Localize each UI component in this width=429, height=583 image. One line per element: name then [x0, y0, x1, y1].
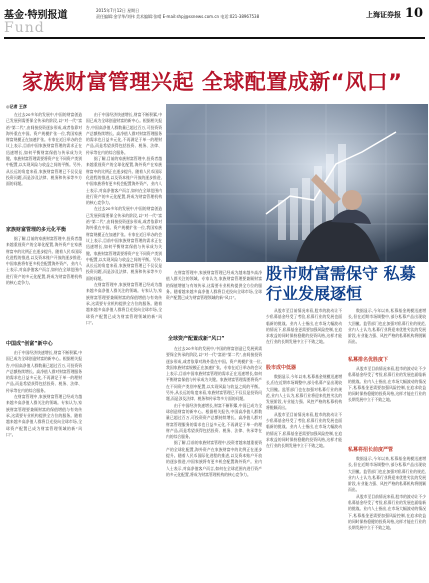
- sidebar-headline: 股市财富需保守 私募行业发展逐恒: [266, 264, 416, 303]
- article-column-3b: [166, 346, 262, 578]
- section-title: 基金·特别报道: [4, 10, 68, 21]
- article-column-1b: [6, 236, 82, 336]
- paragraph: 从股市至目前情况来看,股市的波动让不少私募基金经受了考验,私募行业的发展也面临新的挑战。业内人士指出,在市场大幅波动的情况下,私募基金更需要加强风险控制,在追求收益的同时保持稳健的投资风格,这样才能在行业的长期发展中立于不败之地。: [266, 308, 342, 345]
- sidebar-column-2: [348, 308, 426, 352]
- article-column-3: [166, 270, 262, 330]
- main-headline: 家族财富管理兴起 全球配置成新“风口”: [22, 70, 403, 94]
- subhead-1: 家族财富管理的多元化平衡: [6, 227, 67, 233]
- paragraph: 由于中国经济快速增长,财富不断积累,中国已成为全球创造财富的新中心。根据相关报告,中国高净值人群数量已超过百万,可投资资产总额持续增长。高净值人群对财富管理服务的需求也日益多元化,不再满足于单一的理财产品,而是希望获得包括投资、税务、法律、传承等在内的综合服务。: [6, 350, 82, 393]
- paragraph: 在财富管理中,家族财富管理已经成为越来越多高净值人群关注的领域。专家认为,家族财富管理要兼顾财富的保值增值与有效传承,这需要专业机构提供全方位的服务。随着越来越多高净值人群将目光投向全球市场,全球资产配置已成为财富管理领域的新“风口”。: [86, 282, 162, 325]
- paragraph: 数据显示,今年以来,私募基金规模迅速增长,但在近期市场调整中,部分私募产品出现较大回撤。监管部门也在加强对私募行业的规范,业内人士认为,私募行业将迎来优胜劣汰的发展阶段,专业能力强、风控严格的私募机构将脱颖而出。: [266, 374, 342, 411]
- paragraph: 在财富管理中,家族财富管理已经成为越来越多高净值人群关注的领域。专家认为,家族财富管理要兼顾财富的保值增值与有效传承,这需要专业机构提供全方位的服务。随着越来越多高净值人群将目光投向全球市场,全球资产配置已成为财富管理领域的新“风口”。: [6, 394, 82, 437]
- photo-graphic: [166, 104, 428, 262]
- section-subtitle: Fund: [4, 20, 45, 36]
- paragraph: 数据显示,今年以来,私募基金规模迅速增长,但在近期市场调整中,部分私募产品出现较大回撤。监管部门也在加强对私募行业的规范,业内人士认为,私募行业将迎来优胜劣汰的发展阶段,专业能力强、风控严格的私募机构将脱颖而出。: [348, 308, 426, 345]
- header-date: 2015年7月12日 星期日: [96, 8, 140, 13]
- paragraph: 在财富管理中,家族财富管理已经成为越来越多高净值人群关注的领域。专家认为,家族财富管理要兼顾财富的保值增值与有效传承,这需要专业机构提供全方位的服务。随着越来越多高净值人群将目光投向全球市场,全球资产配置已成为财富管理领域的新“风口”。: [166, 270, 262, 301]
- paragraph: 从股市至目前情况来看,股市的波动让不少私募基金经受了考验,私募行业的发展也面临新的挑战。业内人士指出,在市场大幅波动的情况下,私募基金更需要加强风险控制,在追求收益的同时保持稳健的投资风格,这样才能在行业的长期发展中立于不败之地。: [266, 411, 342, 449]
- paragraph: 数据显示,今年以来,私募基金规模迅速增长,但在近期市场调整中,部分私募产品出现较大回撤。监管部门也在加强对私募行业的规范,业内人士认为,私募行业将迎来优胜劣汰的发展阶段,专业能力强、风控严格的私募机构将脱颖而出。: [348, 456, 426, 493]
- sidebar-column-1: [266, 308, 342, 360]
- paragraph: 在过去20多年的发展中,中国的财富创造已发展到需要保全传承的阶段,以“对一代”富裕“第二代”,由间接投资逐步形成,或者依靠对海外重在中国。资产规模扩张一位,我国家族财富规模正在加速扩张。专家在近日举办的会议上表示,目前中国家族财富管理的需求正在迅速增长,如何平衡财富保值与传承成为关键。家族财富管理需要将资产在不同资产类别中配置,以实现风险与收益之间的平衡。另外,从长远的角度来看,家族财富管理已不仅仅是投资问题,而是涉及法律、税务和传承等多方面的问题。: [6, 112, 82, 187]
- sidebar-column-2b: [348, 366, 426, 442]
- paragraph: 在过去20多年的发展中,中国的财富创造已发展到需要保全传承的阶段,以“对一代”富裕“第二代”,由间接投资逐步形成,或者依靠对海外重在中国。资产规模扩张一位,我国家族财富规模正在加速扩张。专家在近日举办的会议上表示,目前中国家族财富管理的需求正在迅速增长,如何平衡财富保值与传承成为关键。家族财富管理需要将资产在不同资产类别中配置,以实现风险与收益之间的平衡。另外,从长远的角度来看,家族财富管理已不仅仅是投资问题,而是涉及法律、税务和传承等多方面的问题。: [86, 206, 162, 281]
- subhead-3: 全球资产配置成新“风口”: [168, 336, 225, 342]
- paragraph: 由于中国经济快速增长,财富不断积累,中国已成为全球创造财富的新中心。根据相关报告,中国高净值人群数量已超过百万,可投资资产总额持续增长。高净值人群对财富管理服务的需求也日益多元化,不再满足于单一的理财产品,而是希望获得包括投资、税务、法律、传承等在内的综合服务。: [166, 402, 262, 440]
- paragraph: 据了解,目前的家族财富管理中,投资者越来越重视资产的全球化配置,海外资产在家族财富中的比例正在逐步提升。随着人民币国际化进程的推进,以及资本账户开放的逐步推进,中国家族将有更多机会配置海外资产。业内人士表示,对高净值客户而言,如何在全球范围内进行资产的多元化配置,将成为财富管理机构的核心竞争力。: [166, 440, 262, 477]
- article-column-1c: [6, 350, 82, 578]
- header-rule: [4, 37, 425, 39]
- sidebar-column-2c: [348, 456, 426, 578]
- sidebar-subhead-1: 股市成中低器: [266, 365, 297, 371]
- sidebar-subhead-3: 私募将招长前度严管: [348, 447, 394, 453]
- header-info: [96, 8, 326, 20]
- sidebar-subhead-2: 私募排名优胜度下: [348, 357, 389, 363]
- article-column-2: [86, 112, 162, 578]
- article-column-1: [6, 112, 82, 222]
- byline: ◎记者 王彦: [6, 104, 27, 109]
- paragraph: 据了解,目前的家族财富管理中,投资者越来越重视资产的全球化配置,海外资产在家族财富中的比例正在逐步提升。随着人民币国际化进程的推进,以及资本账户开放的逐步推进,中国家族将有更多机会配置海外资产。业内人士表示,对高净值客户而言,如何在全球范围内进行资产的多元化配置,将成为财富管理机构的核心竞争力。: [86, 156, 162, 206]
- paragraph: 从股市至目前情况来看,股市的波动让不少私募基金经受了考验,私募行业的发展也面临新的挑战。业内人士指出,在市场大幅波动的情况下,私募基金更需要加强风险控制,在追求收益的同时保持稳健的投资风格,这样才能在行业的长期发展中立于不败之地。: [348, 366, 426, 403]
- page-number: 10: [404, 6, 423, 21]
- paragraph: 由于中国经济快速增长,财富不断积累,中国已成为全球创造财富的新中心。根据相关报告,中国高净值人群数量已超过百万,可投资资产总额持续增长。高净值人群对财富管理服务的需求也日益多元化,不再满足于单一的理财产品,而是希望获得包括投资、税务、法律、传承等在内的综合服务。: [86, 112, 162, 155]
- header-editors: 责任编辑:金学华/刘伟 美术编辑:张晴 E-mail:shpj@ssnews.com.cn 电话:021-38967538: [96, 14, 260, 19]
- newspaper-brand: 上海证券报: [366, 10, 401, 19]
- page-header: [0, 0, 429, 44]
- article-photo: [166, 104, 428, 262]
- paragraph: 在过去20多年的发展中,中国的财富创造已发展到需要保全传承的阶段,以“对一代”富裕“第二代”,由间接投资逐步形成,或者依靠对海外重在中国。资产规模扩张一位,我国家族财富规模正在加速扩张。专家在近日举办的会议上表示,目前中国家族财富管理的需求正在迅速增长,如何平衡财富保值与传承成为关键。家族财富管理需要将资产在不同资产类别中配置,以实现风险与收益之间的平衡。另外,从长远的角度来看,家族财富管理已不仅仅是投资问题,而是涉及法律、税务和传承等多方面的问题。: [166, 346, 262, 402]
- paragraph: 从股市至目前情况来看,股市的波动让不少私募基金经受了考验,私募行业的发展也面临新的挑战。业内人士指出,在市场大幅波动的情况下,私募基金更需要加强风险控制,在追求收益的同时保持稳健的投资风格,这样才能在行业的长期发展中立于不败之地。: [348, 493, 426, 531]
- paragraph: 据了解,目前的家族财富管理中,投资者越来越重视资产的全球化配置,海外资产在家族财富中的比例正在逐步提升。随着人民币国际化进程的推进,以及资本账户开放的逐步推进,中国家族将有更多机会配置海外资产。业内人士表示,对高净值客户而言,如何在全球范围内进行资产的多元化配置,将成为财富管理机构的核心竞争力。: [6, 236, 82, 286]
- subhead-2: 中国成“创富”新中心: [6, 341, 53, 347]
- sidebar-column-1b: [266, 374, 342, 578]
